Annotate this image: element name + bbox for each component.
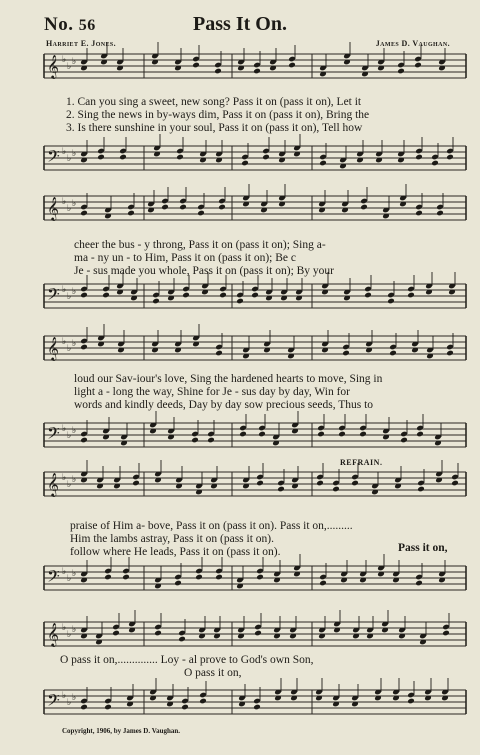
svg-text:♭: ♭: [67, 431, 72, 441]
svg-text:♭: ♭: [67, 344, 72, 354]
svg-text:𝄢: 𝄢: [47, 146, 60, 170]
svg-text:♭: ♭: [62, 623, 67, 633]
svg-text:♭: ♭: [62, 147, 67, 157]
composer-credit: James D. Vaughan.: [375, 39, 450, 48]
svg-text:♭: ♭: [67, 698, 72, 708]
svg-text:♭: ♭: [72, 693, 77, 703]
hymn-number-value: 56: [78, 17, 96, 34]
svg-text:♭: ♭: [72, 287, 77, 297]
treble-staff: [44, 336, 466, 364]
svg-text:♭: ♭: [62, 567, 67, 577]
lyric-verse-3: words and kindly deeds, Day by day sow precious seeds, Thus to: [74, 399, 374, 411]
svg-text:♭: ♭: [62, 473, 67, 483]
lyricist-credit: Harriet E. Jones.: [46, 39, 117, 48]
copyright-notice: Copyright, 1906, by James D. Vaughan.: [62, 727, 181, 735]
lyric-verse-2: ma - ny un - to Him, Pass it on (pass it on); Be c: [74, 252, 296, 264]
bass-cue-lyric: Pass it on,: [398, 542, 448, 554]
treble-staff: [44, 54, 466, 82]
svg-text:♭: ♭: [72, 149, 77, 159]
svg-text:♭: ♭: [72, 475, 77, 485]
svg-text:♭: ♭: [62, 424, 67, 434]
svg-text:♭: ♭: [72, 569, 77, 579]
svg-text:♭: ♭: [67, 154, 72, 164]
lyric-verse-1: cheer the bus - y throng, Pass it on (pass it on); Sing a-: [74, 239, 326, 251]
lyric-line-2: O pass it on,: [184, 667, 242, 679]
lyric-verse-3: follow where He leads, Pass it on (pass it on).: [70, 546, 281, 558]
lyric-verse-3: 3. Is there sunshine in your soul, Pass it on (pass it on), Tell how: [66, 122, 363, 134]
hymn-title: Pass It On.: [193, 13, 287, 35]
bass-staff: [44, 566, 466, 594]
bass-staff: [44, 690, 466, 718]
lyric-verse-3: Je - sus made you whole, Pass it on (pass it on); By your: [74, 265, 335, 277]
refrain-label: REFRAIN.: [340, 458, 383, 467]
svg-text:𝄞: 𝄞: [47, 196, 59, 220]
svg-text:♭: ♭: [62, 197, 67, 207]
svg-text:♭: ♭: [72, 426, 77, 436]
lyric-verse-1: 1. Can you sing a sweet, new song? Pass it on (pass it on), Let it: [66, 96, 362, 108]
svg-text:♭: ♭: [67, 62, 72, 72]
treble-staff: [44, 196, 466, 224]
treble-staff: [44, 472, 466, 500]
lyric-verse-1: loud our Sav-iour's love, Sing the hardened hearts to move, Sing in: [74, 373, 383, 385]
svg-text:♭: ♭: [67, 292, 72, 302]
lyric-verse-1: praise of Him a- bove, Pass it on (pass it on). Pass it on,.........: [70, 520, 353, 532]
svg-text:𝄞: 𝄞: [47, 54, 59, 78]
svg-text:𝄢: 𝄢: [47, 566, 60, 590]
svg-text:♭: ♭: [67, 574, 72, 584]
treble-staff: [44, 622, 466, 650]
svg-text:♭: ♭: [62, 55, 67, 65]
bass-staff: [44, 146, 466, 174]
svg-text:♭: ♭: [72, 57, 77, 67]
lyric-verse-2: light a - long the way, Shine for Je - sus day by day, Win for: [74, 386, 351, 398]
svg-text:♭: ♭: [72, 339, 77, 349]
hymn-number-label: No.: [44, 14, 74, 35]
svg-text:♭: ♭: [67, 204, 72, 214]
bass-staff: [44, 423, 466, 451]
svg-text:♭: ♭: [67, 480, 72, 490]
lyric-verse-2: Him the lambs astray, Pass it on (pass it on).: [70, 533, 274, 545]
svg-text:♭: ♭: [62, 691, 67, 701]
svg-text:𝄞: 𝄞: [47, 472, 59, 496]
lyric-verse-2: 2. Sing the news in by-ways dim, Pass it on (pass it on), Bring the: [66, 109, 370, 121]
svg-text:♭: ♭: [72, 199, 77, 209]
svg-text:𝄞: 𝄞: [47, 336, 59, 360]
svg-text:♭: ♭: [62, 285, 67, 295]
svg-text:𝄢: 𝄢: [47, 423, 60, 447]
svg-text:𝄞: 𝄞: [47, 622, 59, 646]
svg-text:♭: ♭: [67, 630, 72, 640]
svg-text:♭: ♭: [72, 625, 77, 635]
bass-staff: [44, 284, 466, 312]
lyric-line-1: O pass it on,.............. Loy - al prove to God's own Son,: [60, 654, 314, 666]
svg-text:𝄢: 𝄢: [47, 690, 60, 714]
svg-text:𝄢: 𝄢: [47, 284, 60, 308]
svg-text:♭: ♭: [62, 337, 67, 347]
